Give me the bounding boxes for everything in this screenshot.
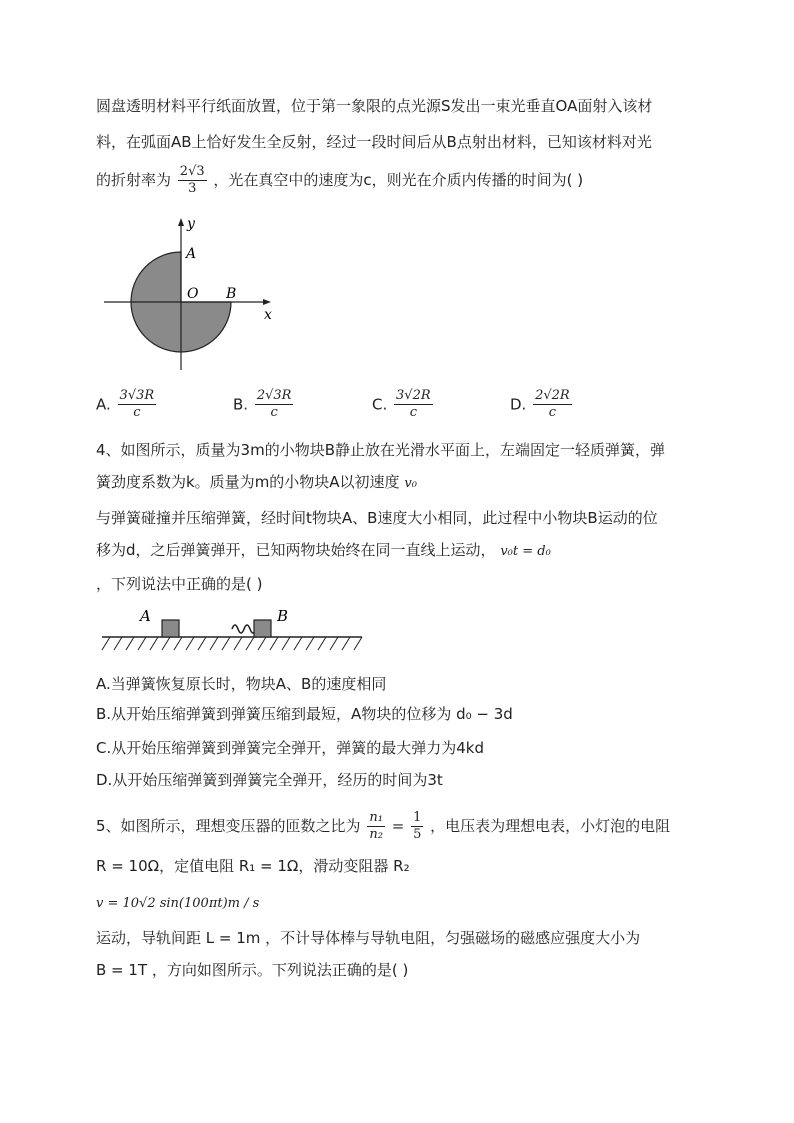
option-denominator: c <box>270 405 278 420</box>
q4-line-4-text: 移为d，之后弹簧弹开，已知两物块始终在同一直线上运动， <box>96 541 496 559</box>
q4-line-3: 与弹簧碰撞并压缩弹簧，经时间t物块A、B速度大小相同，此过程中小物块B运动的位 <box>96 509 658 527</box>
x-axis-arrow <box>263 299 271 305</box>
q3-option-a <box>96 388 158 421</box>
q3-line-3-prefix: 的折射率为 <box>96 171 172 189</box>
block-b <box>254 620 271 637</box>
block-a <box>162 620 179 637</box>
x-axis-label: x <box>264 307 272 323</box>
option-numerator: 3√3R <box>119 388 155 403</box>
option-label: B. <box>233 395 249 414</box>
q3-line-3-suffix: ，光在真空中的速度为c，则光在介质内传播的时间为( ) <box>213 171 584 189</box>
option-fraction <box>394 388 433 421</box>
turns-ratio-denominator: n₂ <box>369 827 383 842</box>
spring <box>232 625 256 633</box>
point-b-label: B <box>226 286 237 302</box>
turns-ratio-value-numerator: 1 <box>413 810 422 825</box>
q5-line-1-suffix: ，电压表为理想电表，小灯泡的电阻 <box>430 817 671 835</box>
q4-line-1: 4、如图所示，质量为3m的小物块B静止放在光滑水平面上，左端固定一轻质弹簧，弹 <box>96 441 665 459</box>
turns-ratio-fraction <box>367 810 385 843</box>
q3-line-2: 料，在弧面AB上恰好发生全反射，经过一段时间后从B点射出材料，已知该材料对光 <box>96 133 652 151</box>
point-a-label: A <box>186 246 197 262</box>
option-label: D. <box>510 395 527 414</box>
option-fraction <box>255 388 294 421</box>
block-a-label: A <box>140 607 151 625</box>
option-denominator: c <box>548 405 557 420</box>
option-numerator: 2√3R <box>256 388 292 403</box>
y-axis-label: y <box>187 216 195 232</box>
q5-line-5: B = 1T ，方向如图所示。下列说法正确的是( ) <box>96 961 409 979</box>
v0t-equation: v₀t = d₀ <box>500 544 551 559</box>
q3-line-3 <box>96 164 583 197</box>
turns-ratio-value-denominator: 5 <box>413 827 422 842</box>
option-label: A. <box>96 395 111 414</box>
q5-line-4: 运动，导轨间距 L = 1m ，不计导体棒与导轨电阻，匀强磁场的磁感应强度大小为 <box>96 929 641 947</box>
turns-ratio-numerator: n₁ <box>369 810 383 825</box>
option-denominator: c <box>409 405 417 420</box>
option-numerator: 2√2R <box>535 388 570 403</box>
y-axis-arrow <box>178 218 184 226</box>
origin-o-label: O <box>187 286 199 302</box>
option-numerator: 3√2R <box>396 388 431 403</box>
q4-line-5: ，下列说法中正确的是( ) <box>96 575 263 593</box>
turns-ratio-value <box>411 810 423 843</box>
option-fraction <box>533 388 572 421</box>
q4-option-c: C.从开始压缩弹簧到弹簧完全弹开，弹簧的最大弹力为4kd <box>96 739 484 757</box>
initial-velocity-symbol: v₀ <box>404 476 417 491</box>
block-b-label: B <box>277 607 289 625</box>
option-denominator: c <box>133 405 141 420</box>
refractive-index-denominator: 3 <box>188 181 197 196</box>
velocity-equation: v = 10√2 sin(100πt)m / s <box>96 896 260 911</box>
q3-option-c <box>372 388 435 421</box>
q5-line-2: R = 10Ω，定值电阻 R₁ = 1Ω，滑动变阻器 R₂ <box>96 857 410 875</box>
q3-line-1: 圆盘透明材料平行纸面放置，位于第一象限的点光源S发出一束光垂直OA面射入该材 <box>96 97 653 115</box>
q4-line-4 <box>96 540 551 562</box>
refractive-index-fraction <box>178 164 207 197</box>
q4-option-a: A.当弹簧恢复原长时，物块A、B的速度相同 <box>96 675 387 693</box>
q4-blocks-spring-figure <box>100 604 370 656</box>
q4-line-2 <box>96 472 417 494</box>
q4-option-b: B.从开始压缩弹簧到弹簧压缩到最短，A物块的位移为 d₀ − 3d <box>96 705 513 723</box>
ground-hatching <box>102 637 362 650</box>
q3-option-b <box>233 388 295 421</box>
turns-ratio-equals: = <box>391 817 405 835</box>
q4-option-d: D.从开始压缩弹簧到弹簧完全弹开，经历的时间为3t <box>96 771 443 789</box>
option-fraction <box>118 388 157 421</box>
q5-line-3 <box>96 892 259 914</box>
q4-line-2-text: 簧劲度系数为k。质量为m的小物块A以初速度 <box>96 473 400 491</box>
q5-line-1-prefix: 5、如图所示，理想变压器的匝数之比为 <box>96 817 361 835</box>
q3-option-d <box>510 388 574 421</box>
q5-line-1 <box>96 810 670 843</box>
option-label: C. <box>372 395 388 414</box>
q3-quadrant-disk-figure <box>96 214 296 374</box>
refractive-index-numerator: 2√3 <box>179 164 205 179</box>
